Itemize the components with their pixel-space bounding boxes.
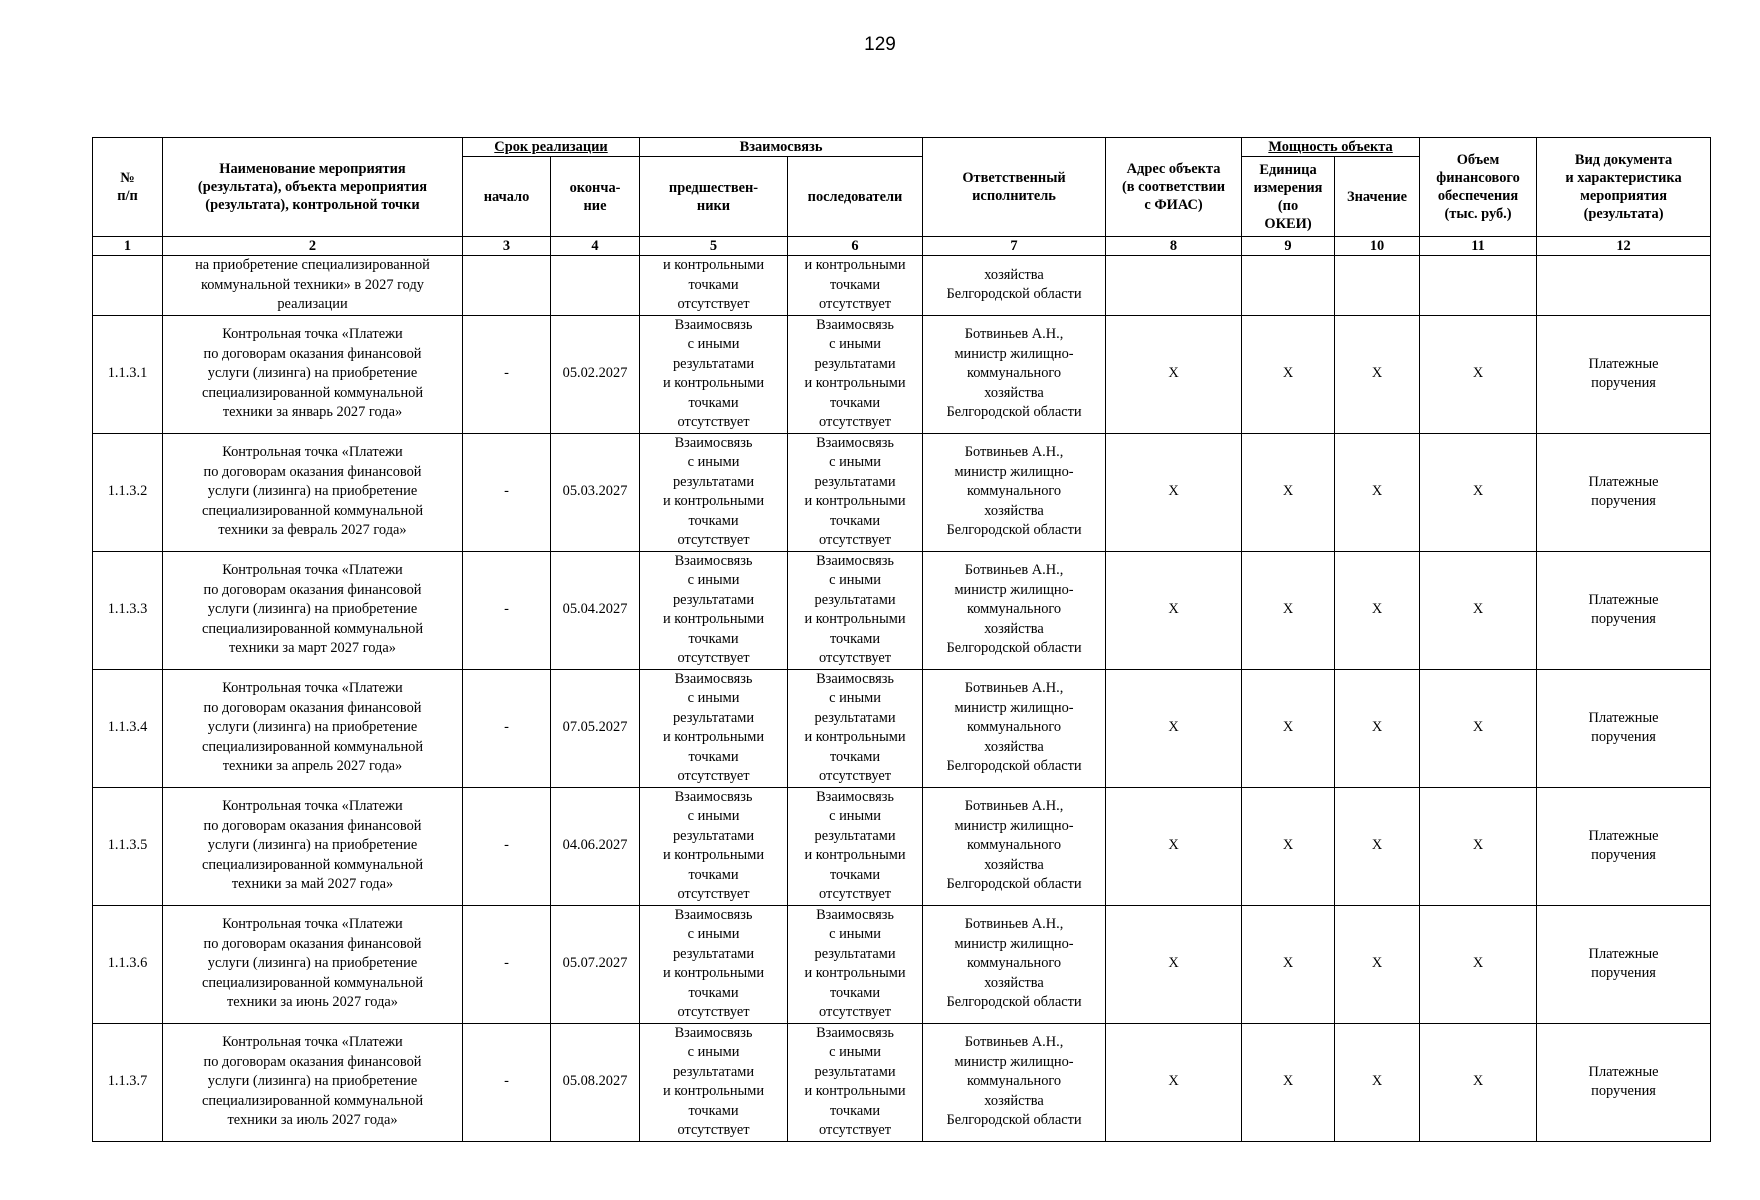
cell-value: X bbox=[1335, 787, 1420, 905]
cell-end: 05.08.2027 bbox=[551, 1023, 640, 1141]
cell-end bbox=[551, 256, 640, 316]
cell-finance bbox=[1420, 256, 1537, 316]
cell-start: - bbox=[463, 905, 551, 1023]
cell-successors: Взаимосвязь с иными результатами и контрольными точками отсутствует bbox=[788, 315, 923, 433]
page-number: 129 bbox=[864, 34, 896, 55]
cell-name: Контрольная точка «Платежи по договорам оказания финансовой услуги (лизинга) на приобретение специализированной коммунальной техники за июль 2027 года» bbox=[163, 1023, 463, 1141]
cell-name: Контрольная точка «Платежи по договорам оказания финансовой услуги (лизинга) на приобретение специализированной коммунальной техники за январь 2027 года» bbox=[163, 315, 463, 433]
column-number: 1 bbox=[93, 237, 163, 256]
cell-address: X bbox=[1106, 787, 1242, 905]
cell-start: - bbox=[463, 551, 551, 669]
plan-table bbox=[92, 137, 1711, 1142]
cell-value: X bbox=[1335, 315, 1420, 433]
cell-doc: Платежные поручения bbox=[1537, 905, 1711, 1023]
cell-unit: X bbox=[1242, 433, 1335, 551]
cell-finance: X bbox=[1420, 905, 1537, 1023]
column-number: 2 bbox=[163, 237, 463, 256]
cell-name: Контрольная точка «Платежи по договорам оказания финансовой услуги (лизинга) на приобретение специализированной коммунальной техники за июнь 2027 года» bbox=[163, 905, 463, 1023]
cell-value: X bbox=[1335, 905, 1420, 1023]
cell-name: Контрольная точка «Платежи по договорам оказания финансовой услуги (лизинга) на приобретение специализированной коммунальной техники за март 2027 года» bbox=[163, 551, 463, 669]
cell-successors: Взаимосвязь с иными результатами и контрольными точками отсутствует bbox=[788, 787, 923, 905]
cell-predecessors: и контрольными точками отсутствует bbox=[640, 256, 788, 316]
cell-value bbox=[1335, 256, 1420, 316]
cell-value: X bbox=[1335, 551, 1420, 669]
cell-finance: X bbox=[1420, 669, 1537, 787]
table-row bbox=[93, 905, 1711, 1023]
cell-name: Контрольная точка «Платежи по договорам оказания финансовой услуги (лизинга) на приобретение специализированной коммунальной техники за апрель 2027 года» bbox=[163, 669, 463, 787]
table-row bbox=[93, 551, 1711, 669]
column-number: 7 bbox=[923, 237, 1106, 256]
cell-start: - bbox=[463, 669, 551, 787]
cell-doc: Платежные поручения bbox=[1537, 669, 1711, 787]
cell-doc: Платежные поручения bbox=[1537, 433, 1711, 551]
cell-responsible: Ботвиньев А.Н., министр жилищно- коммунального хозяйства Белгородской области bbox=[923, 787, 1106, 905]
cell-doc: Платежные поручения bbox=[1537, 315, 1711, 433]
cell-address: X bbox=[1106, 669, 1242, 787]
header-start: начало bbox=[463, 157, 551, 237]
cell-responsible: Ботвиньев А.Н., министр жилищно- коммунального хозяйства Белгородской области bbox=[923, 315, 1106, 433]
cell-value: X bbox=[1335, 1023, 1420, 1141]
continuation-row bbox=[93, 256, 1711, 316]
header-capacity-group: Мощность объекта bbox=[1242, 138, 1420, 157]
header-successors: последователи bbox=[788, 157, 923, 237]
cell-num: 1.1.3.2 bbox=[93, 433, 163, 551]
cell-successors: Взаимосвязь с иными результатами и контрольными точками отсутствует bbox=[788, 551, 923, 669]
cell-doc: Платежные поручения bbox=[1537, 551, 1711, 669]
cell-doc bbox=[1537, 256, 1711, 316]
cell-unit: X bbox=[1242, 315, 1335, 433]
header-responsible: Ответственный исполнитель bbox=[923, 138, 1106, 237]
cell-unit: X bbox=[1242, 787, 1335, 905]
header-end: оконча- ние bbox=[551, 157, 640, 237]
cell-end: 05.04.2027 bbox=[551, 551, 640, 669]
cell-address bbox=[1106, 256, 1242, 316]
cell-start bbox=[463, 256, 551, 316]
cell-num: 1.1.3.1 bbox=[93, 315, 163, 433]
cell-num: 1.1.3.4 bbox=[93, 669, 163, 787]
column-number: 10 bbox=[1335, 237, 1420, 256]
header-doc: Вид документа и характеристика мероприятия (результата) bbox=[1537, 138, 1711, 237]
cell-finance: X bbox=[1420, 787, 1537, 905]
header-term-group: Срок реализации bbox=[463, 138, 640, 157]
cell-address: X bbox=[1106, 433, 1242, 551]
cell-finance: X bbox=[1420, 551, 1537, 669]
cell-responsible: Ботвиньев А.Н., министр жилищно- коммунального хозяйства Белгородской области bbox=[923, 669, 1106, 787]
cell-unit: X bbox=[1242, 551, 1335, 669]
cell-start: - bbox=[463, 1023, 551, 1141]
cell-responsible: Ботвиньев А.Н., министр жилищно- коммунального хозяйства Белгородской области bbox=[923, 433, 1106, 551]
cell-address: X bbox=[1106, 315, 1242, 433]
cell-value: X bbox=[1335, 669, 1420, 787]
cell-num: 1.1.3.5 bbox=[93, 787, 163, 905]
cell-unit: X bbox=[1242, 905, 1335, 1023]
cell-start: - bbox=[463, 433, 551, 551]
cell-responsible: хозяйства Белгородской области bbox=[923, 256, 1106, 316]
header-finance: Объем финансового обеспечения (тыс. руб.) bbox=[1420, 138, 1537, 237]
table-row bbox=[93, 669, 1711, 787]
cell-num: 1.1.3.3 bbox=[93, 551, 163, 669]
cell-doc: Платежные поручения bbox=[1537, 787, 1711, 905]
cell-unit: X bbox=[1242, 669, 1335, 787]
cell-end: 04.06.2027 bbox=[551, 787, 640, 905]
cell-name: Контрольная точка «Платежи по договорам оказания финансовой услуги (лизинга) на приобретение специализированной коммунальной техники за февраль 2027 года» bbox=[163, 433, 463, 551]
cell-start: - bbox=[463, 315, 551, 433]
column-number: 5 bbox=[640, 237, 788, 256]
cell-successors: Взаимосвязь с иными результатами и контрольными точками отсутствует bbox=[788, 669, 923, 787]
cell-end: 05.03.2027 bbox=[551, 433, 640, 551]
cell-predecessors: Взаимосвязь с иными результатами и контрольными точками отсутствует bbox=[640, 551, 788, 669]
cell-finance: X bbox=[1420, 315, 1537, 433]
cell-unit: X bbox=[1242, 1023, 1335, 1141]
cell-successors: Взаимосвязь с иными результатами и контрольными точками отсутствует bbox=[788, 905, 923, 1023]
cell-name: Контрольная точка «Платежи по договорам оказания финансовой услуги (лизинга) на приобретение специализированной коммунальной техники за май 2027 года» bbox=[163, 787, 463, 905]
cell-predecessors: Взаимосвязь с иными результатами и контрольными точками отсутствует bbox=[640, 1023, 788, 1141]
cell-predecessors: Взаимосвязь с иными результатами и контрольными точками отсутствует bbox=[640, 787, 788, 905]
header-predecessors: предшествен- ники bbox=[640, 157, 788, 237]
cell-predecessors: Взаимосвязь с иными результатами и контрольными точками отсутствует bbox=[640, 433, 788, 551]
cell-predecessors: Взаимосвязь с иными результатами и контрольными точками отсутствует bbox=[640, 669, 788, 787]
cell-responsible: Ботвиньев А.Н., министр жилищно- коммунального хозяйства Белгородской области bbox=[923, 551, 1106, 669]
column-number: 4 bbox=[551, 237, 640, 256]
cell-address: X bbox=[1106, 905, 1242, 1023]
cell-end: 07.05.2027 bbox=[551, 669, 640, 787]
cell-successors: и контрольными точками отсутствует bbox=[788, 256, 923, 316]
cell-responsible: Ботвиньев А.Н., министр жилищно- коммунального хозяйства Белгородской области bbox=[923, 1023, 1106, 1141]
column-number: 9 bbox=[1242, 237, 1335, 256]
cell-responsible: Ботвиньев А.Н., министр жилищно- коммунального хозяйства Белгородской области bbox=[923, 905, 1106, 1023]
header-value: Значение bbox=[1335, 157, 1420, 237]
column-number: 12 bbox=[1537, 237, 1711, 256]
column-number: 3 bbox=[463, 237, 551, 256]
cell-end: 05.02.2027 bbox=[551, 315, 640, 433]
cell-end: 05.07.2027 bbox=[551, 905, 640, 1023]
column-number: 11 bbox=[1420, 237, 1537, 256]
cell-successors: Взаимосвязь с иными результатами и контрольными точками отсутствует bbox=[788, 1023, 923, 1141]
column-number: 6 bbox=[788, 237, 923, 256]
cell-finance: X bbox=[1420, 1023, 1537, 1141]
cell-value: X bbox=[1335, 433, 1420, 551]
header-unit: Единица измерения (по ОКЕИ) bbox=[1242, 157, 1335, 237]
cell-address: X bbox=[1106, 1023, 1242, 1141]
header-num: № п/п bbox=[93, 138, 163, 237]
cell-num: 1.1.3.7 bbox=[93, 1023, 163, 1141]
table-row bbox=[93, 1023, 1711, 1141]
cell-successors: Взаимосвязь с иными результатами и контрольными точками отсутствует bbox=[788, 433, 923, 551]
column-number: 8 bbox=[1106, 237, 1242, 256]
table-row bbox=[93, 433, 1711, 551]
table-row bbox=[93, 315, 1711, 433]
cell-predecessors: Взаимосвязь с иными результатами и контрольными точками отсутствует bbox=[640, 905, 788, 1023]
cell-num bbox=[93, 256, 163, 316]
header-relation-group: Взаимосвязь bbox=[640, 138, 923, 157]
cell-finance: X bbox=[1420, 433, 1537, 551]
table-row bbox=[93, 787, 1711, 905]
cell-name: на приобретение специализированной коммунальной техники» в 2027 году реализации bbox=[163, 256, 463, 316]
column-numbers-row bbox=[93, 237, 1711, 256]
header-name: Наименование мероприятия (результата), объекта мероприятия (результата), контрольной точки bbox=[163, 138, 463, 237]
cell-start: - bbox=[463, 787, 551, 905]
cell-address: X bbox=[1106, 551, 1242, 669]
cell-doc: Платежные поручения bbox=[1537, 1023, 1711, 1141]
cell-num: 1.1.3.6 bbox=[93, 905, 163, 1023]
cell-predecessors: Взаимосвязь с иными результатами и контрольными точками отсутствует bbox=[640, 315, 788, 433]
cell-unit bbox=[1242, 256, 1335, 316]
header-address: Адрес объекта (в соответствии с ФИАС) bbox=[1106, 138, 1242, 237]
